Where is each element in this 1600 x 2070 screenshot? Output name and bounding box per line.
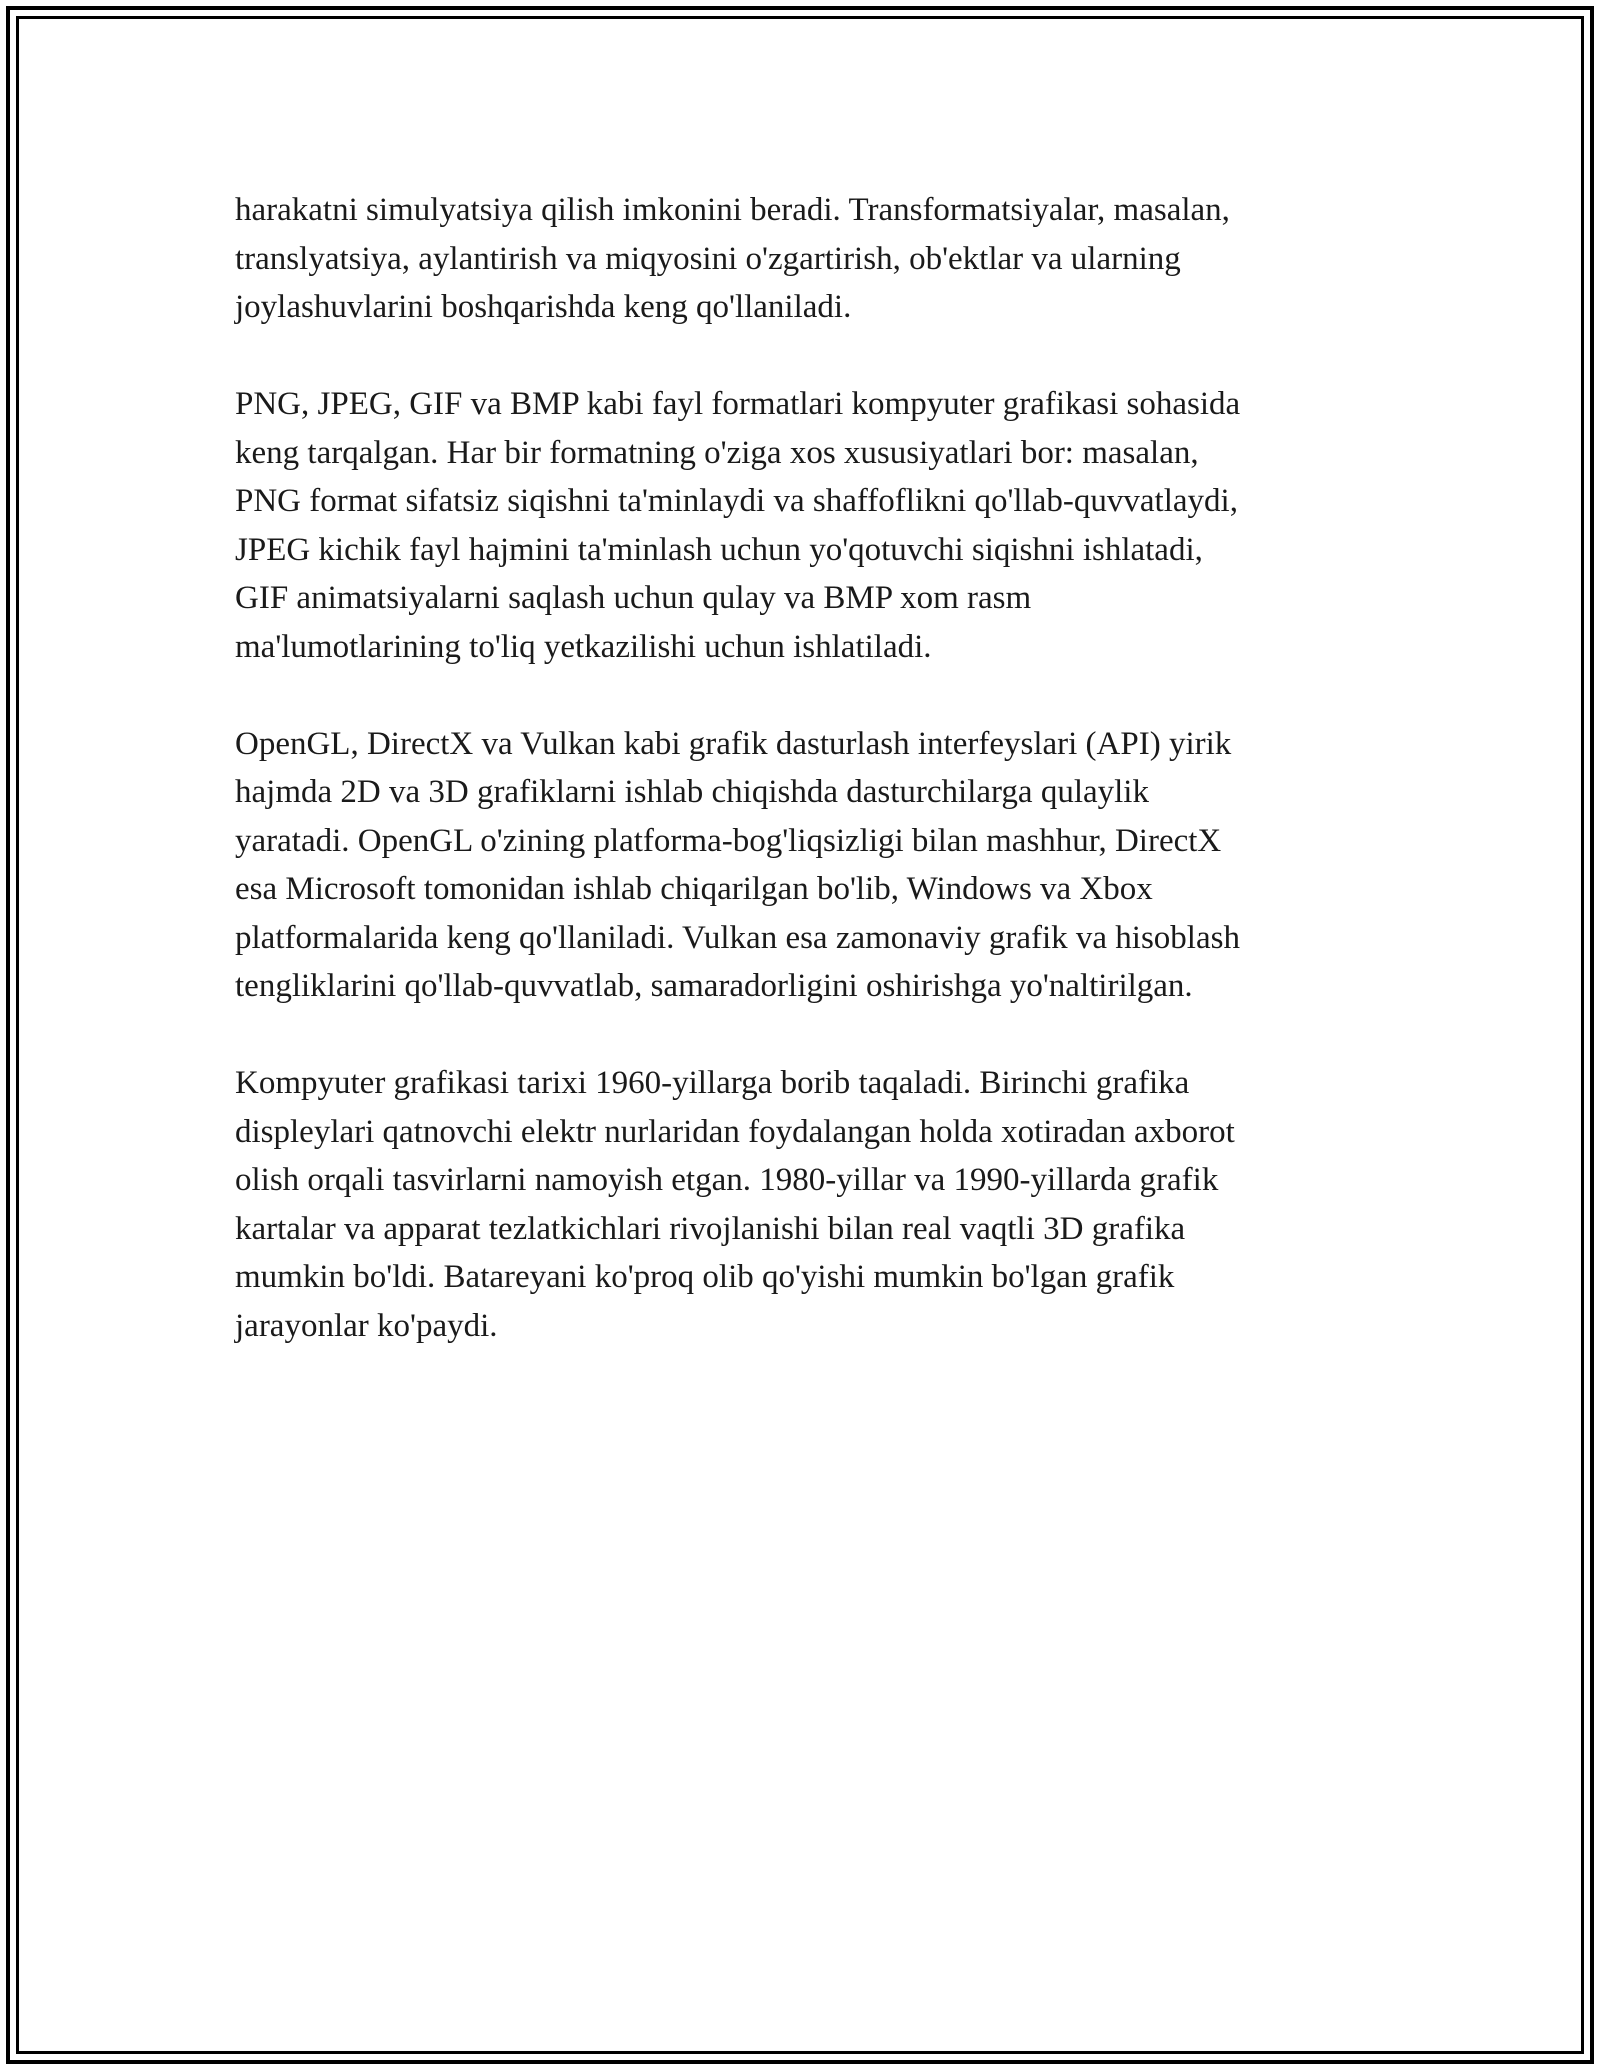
text-line: yaratadi. OpenGL o'zining platforma-bog'liqsizligi bilan mashhur, DirectX bbox=[235, 822, 1222, 859]
text-line: harakatni simulyatsiya qilish imkonini beradi. Transformatsiyalar, masalan, bbox=[235, 192, 1230, 228]
text-line: joylashuvlarini boshqarishda keng qo'llaniladi. bbox=[235, 289, 852, 325]
text-line: PNG, JPEG, GIF va BMP kabi fayl formatlari kompyuter grafikasi sohasida bbox=[235, 386, 1241, 422]
text-line: esa Microsoft tomonidan ishlab chiqarilgan bo'lib, Windows va Xbox bbox=[235, 871, 1153, 907]
text-line: platformalarida keng qo'llaniladi. Vulkan esa zamonaviy grafik va hisoblash bbox=[235, 919, 1240, 956]
document-body bbox=[235, 186, 1375, 1399]
text-line: kartalar va apparat tezlatkichlari rivojlanishi bilan real vaqtli 3D grafika bbox=[235, 1210, 1186, 1247]
text-line: displeylari qatnovchi elektr nurlaridan foydalangan holda xotiradan axborot bbox=[235, 1113, 1235, 1150]
text-line: olish orqali tasvirlarni namoyish etgan. 1980-yillar va 1990-yillarda grafik bbox=[235, 1162, 1219, 1198]
text-line: translyatsiya, aylantirish va miqyosini o'zgartirish, ob'ektlar va ularning bbox=[235, 240, 1181, 277]
text-line: Kompyuter grafikasi tarixi 1960-yillarga borib taqaladi. Birinchi grafika bbox=[235, 1065, 1190, 1101]
text-line: GIF animatsiyalarni saqlash uchun qulay va BMP xom rasm bbox=[235, 580, 1032, 616]
paragraph-graphics-history bbox=[235, 1059, 1375, 1350]
text-line: ma'lumotlarining to'liq yetkazilishi uchun ishlatiladi. bbox=[235, 628, 932, 665]
text-line: mumkin bo'ldi. Batareyani ko'proq olib qo'yishi mumkin bo'lgan grafik bbox=[235, 1259, 1175, 1295]
text-line: JPEG kichik fayl hajmini ta'minlash uchun yo'qotuvchi siqishni ishlatadi, bbox=[235, 531, 1203, 568]
text-line: PNG format sifatsiz siqishni ta'minlaydi va shaffoflikni qo'llab-quvvatlaydi, bbox=[235, 483, 1238, 519]
text-line: keng tarqalgan. Har bir formatning o'ziga xos xususiyatlari bor: masalan, bbox=[235, 434, 1199, 471]
paragraph-graphics-apis bbox=[235, 720, 1375, 1011]
text-line: tengliklarini qo'llab-quvvatlab, samaradorligini oshirishga yo'naltirilgan. bbox=[235, 968, 1193, 1004]
text-line: hajmda 2D va 3D grafiklarni ishlab chiqishda dasturchilarga qulaylik bbox=[235, 774, 1149, 810]
paragraph-transformations bbox=[235, 186, 1375, 332]
paragraph-file-formats bbox=[235, 380, 1375, 671]
text-line: OpenGL, DirectX va Vulkan kabi grafik dasturlash interfeyslari (API) yirik bbox=[235, 725, 1232, 762]
text-line: jarayonlar ko'paydi. bbox=[235, 1307, 498, 1344]
